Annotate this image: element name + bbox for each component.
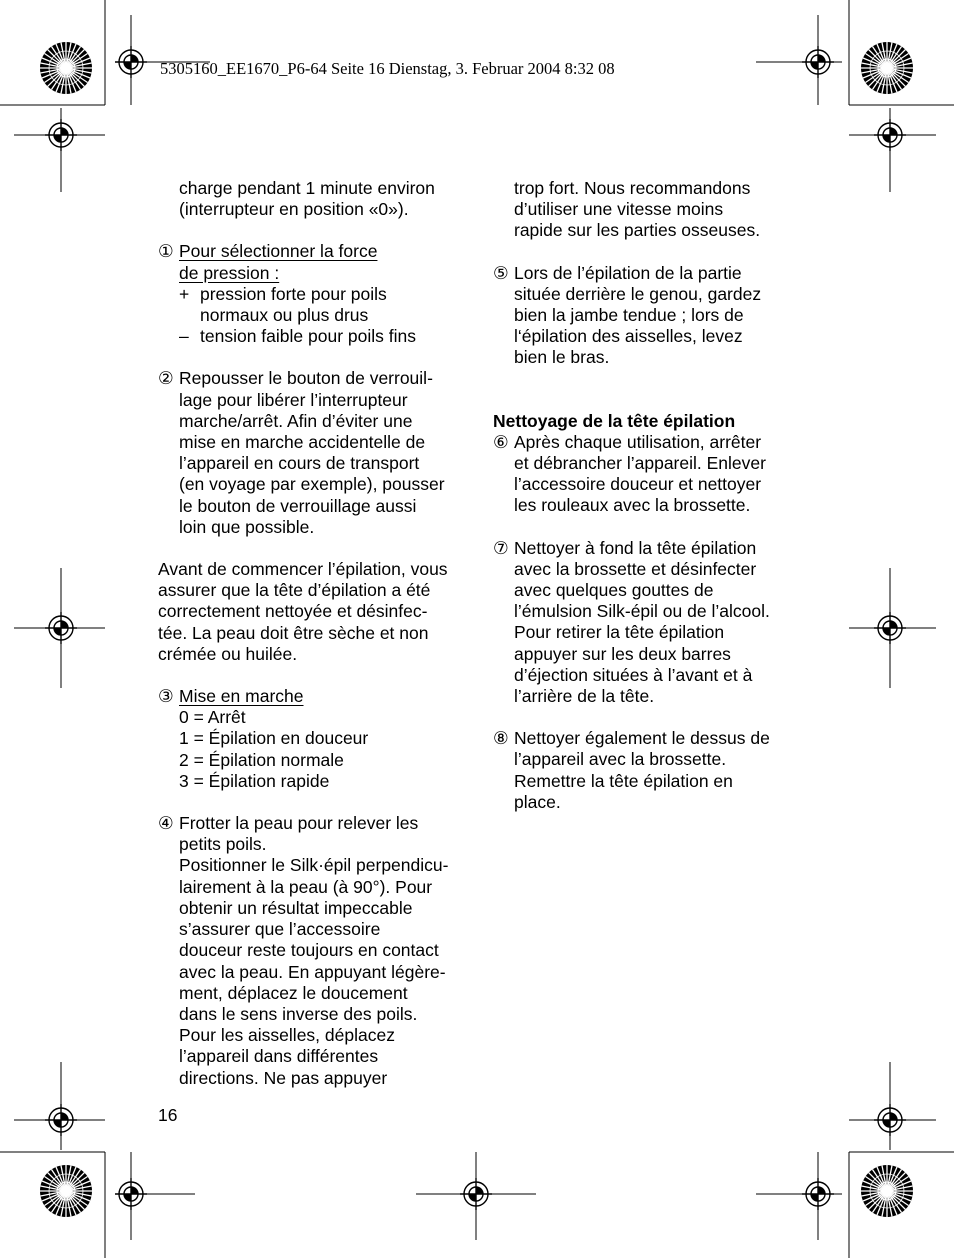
step-number: ① — [158, 241, 174, 262]
paragraph-avant: Avant de commencer l’épilation, vous assurer que la tête d’épilation a été correctement nettoyée et désinfec- tée. La peau doit être sèche et non crémée ou huilée. — [158, 559, 448, 664]
step-number: ④ — [158, 813, 174, 834]
step-1 — [158, 241, 463, 283]
section-heading: Nettoyage de la tête épilation — [493, 410, 736, 431]
step-8: ⑧ Nettoyer également le dessus de l’appareil avec la brossette. Remettre la tête épilation en place. — [493, 728, 770, 812]
step-2: ② Repousser le bouton de verrouil- lage pour libérer l’interrupteur marche/arrêt. Afin d’éviter une mise en marche accidentelle de l’appareil en cours de transport (en voyage par exemple), pousser le bouton de verrouillage aussi loin que possible. — [158, 368, 445, 537]
step-number: ⑤ — [493, 262, 509, 283]
step-3: ③ Mise en marche 0 = Arrêt 1 = Épilation en douceur 2 = Épilation normale 3 = Épilation rapide — [158, 686, 369, 791]
paragraph-continuation: trop fort. Nous recommandons d’utiliser une vitesse moins rapide sur les parties osseuses. — [514, 178, 761, 241]
left-column — [158, 178, 463, 1089]
step-number: ③ — [158, 686, 174, 707]
list-item-plus: + pression forte pour poils normaux ou plus drus — [179, 283, 387, 326]
step-title: Pour sélectionner la force — [179, 241, 378, 262]
step-number: ② — [158, 368, 174, 389]
step-4: ④ Frotter la peau pour relever les petits poils. Positionner le Silk·épil perpendicu- lairement à la peau (à 90°). Pour obtenir un résultat impeccable s’assurer que l’accessoire douceur reste toujours en contact avec la peau. En appuyant légère- ment, déplacez le doucement dans le sens inverse des poils. Pour les aisselles, déplacez l’appareil dans différentes directions. Ne pas appuyer — [158, 813, 449, 1088]
step-6: ⑥ Après chaque utilisation, arrêter et débrancher l’appareil. Enlever l’accessoire douceur et nettoyer les rouleaux avec la brossette. — [493, 431, 766, 516]
list-item-minus: – tension faible pour poils fins — [179, 326, 416, 347]
step-title: de pression : — [179, 262, 280, 283]
paragraph-continuation: charge pendant 1 minute environ (interrupteur en position «0»). — [179, 178, 435, 220]
print-slug: 5305160_EE1670_P6-64 Seite 16 Dienstag, 3. Februar 2004 8:32 08 — [160, 59, 615, 78]
step-7: ⑦ Nettoyer à fond la tête épilation avec la brossette et désinfecter avec quelques gouttes de l’émulsion Silk-épil ou de l’alcool. Pour retirer la tête épilation appuyer sur les deux barres d’éjection situées à l’avant et à l’arrière de la tête. — [493, 537, 770, 707]
page-number: 16 — [158, 1105, 178, 1125]
step-number: ⑥ — [493, 431, 509, 452]
step-title: Mise en marche — [179, 686, 304, 707]
right-column — [493, 178, 793, 813]
step-5: ⑤ Lors de l’épilation de la partie située derrière le genou, gardez bien la jambe tendue ; lors de l‘épilation des aisselles, levez bien le bras. — [493, 262, 762, 368]
step-number: ⑧ — [493, 728, 509, 749]
step-number: ⑦ — [493, 537, 509, 558]
